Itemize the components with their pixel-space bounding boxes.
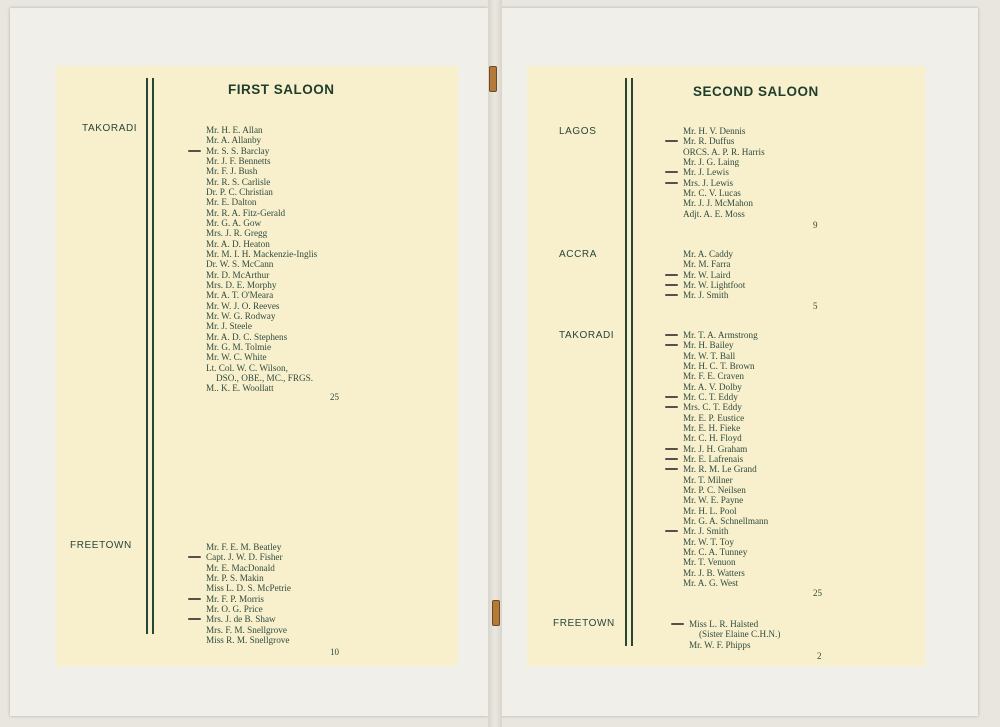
passenger-name: Mr. J. G. Laing [683, 156, 740, 167]
passenger-entry [206, 249, 317, 259]
passenger-name: Mr. G. A. Schnellmann [683, 515, 769, 526]
passenger-entry [683, 464, 768, 474]
passenger-name: Mrs. F. M. Snellgrove [206, 624, 287, 635]
passenger-entry [206, 280, 317, 290]
passenger-name: Mr. F. E. M. Beatley [206, 542, 282, 552]
passenger-name: Mr. W. C. White [206, 352, 267, 363]
left-page-panel [56, 66, 458, 666]
passenger-name: Miss L. R. Halsted [689, 619, 759, 629]
passenger-entry [683, 290, 745, 300]
passenger-name: Mr. J. F. Bennetts [206, 155, 271, 166]
passenger-list [683, 126, 765, 219]
passenger-entry [206, 197, 317, 207]
passenger-name: Mr. J. H. Graham [683, 443, 748, 454]
passenger-entry [683, 557, 768, 567]
passenger-entry [683, 392, 768, 402]
passenger-entry [206, 290, 317, 300]
staple-bottom [492, 600, 500, 626]
passenger-entry [206, 146, 317, 156]
passenger-name: Mr. M. Farra [683, 259, 731, 270]
passenger-entry [206, 156, 317, 166]
pencil-tick-mark [665, 344, 678, 346]
passenger-name: DSO., OBE., MC., FRGS. [216, 372, 314, 383]
passenger-name: M.. K. E. Woollatt [206, 383, 274, 394]
passenger-entry [206, 342, 317, 352]
passenger-name: Mr. H. C. T. Brown [683, 360, 755, 371]
passenger-name: Mr. C. H. Floyd [683, 433, 742, 444]
passenger-name: Mr. C. T. Eddy [683, 391, 738, 402]
passenger-entry [206, 583, 291, 593]
passenger-name: Mr. H. V. Dennis [683, 126, 746, 136]
page-heading: SECOND SALOON [693, 84, 819, 99]
passenger-entry [683, 526, 768, 536]
passenger-list [689, 619, 780, 650]
passenger-name: Mr. W. J. O. Reeves [206, 300, 280, 311]
passenger-entry [683, 136, 765, 146]
passenger-entry [206, 208, 317, 218]
passenger-name: Mr. P. C. Neilsen [683, 484, 746, 495]
pencil-tick-mark [188, 618, 201, 620]
passenger-name: Mr. A. T. O'Meara [206, 290, 274, 301]
passenger-entry [683, 402, 768, 412]
passenger-entry [206, 332, 317, 342]
passenger-name: Mr. J. Smith [683, 526, 729, 537]
pencil-tick-mark [665, 396, 678, 398]
passenger-name: Mr. J. Steele [206, 321, 252, 332]
passenger-name: Mr. F. J. Bush [206, 166, 258, 177]
passenger-entry [206, 383, 317, 393]
port-label: FREETOWN [553, 618, 615, 629]
passenger-entry [206, 363, 317, 373]
passenger-entry [206, 239, 317, 249]
passenger-name: Mr. P. S. Makin [206, 572, 264, 583]
passenger-entry [683, 475, 768, 485]
passenger-entry [683, 126, 765, 136]
passenger-name: Mr. D. McArthur [206, 269, 270, 280]
page-heading: FIRST SALOON [228, 82, 335, 97]
passenger-name: Mr. T. A. Armstrong [683, 330, 758, 340]
passenger-entry [206, 135, 317, 145]
passenger-name: Mr. H. E. Allan [206, 125, 263, 135]
passenger-name: Mr. A. V. Dolby [683, 381, 742, 392]
passenger-entry [206, 187, 317, 197]
passenger-entry [683, 270, 745, 280]
pencil-tick-mark [188, 598, 201, 600]
passenger-list [683, 330, 768, 588]
passenger-name: Mr. J. J. McMahon [683, 198, 753, 209]
passenger-name: Mrs. J. Lewis [683, 177, 734, 188]
passenger-entry [683, 371, 768, 381]
passenger-entry [683, 382, 768, 392]
passenger-entry [206, 166, 317, 176]
passenger-name: Mr. H. Bailey [683, 340, 734, 351]
passenger-name: Mrs. D. E. Morphy [206, 279, 277, 290]
pencil-tick-mark [665, 406, 678, 408]
port-label: LAGOS [559, 126, 597, 137]
passenger-name: Mr. J. Lewis [683, 167, 729, 178]
passenger-entry [683, 444, 768, 454]
pencil-tick-mark [665, 448, 678, 450]
passenger-entry [206, 563, 291, 573]
passenger-name: Mr. F. E. Craven [683, 371, 745, 382]
pencil-tick-mark [665, 294, 678, 296]
passenger-entry [683, 506, 768, 516]
passenger-name: Miss L. D. S. McPetrie [206, 583, 291, 594]
pencil-tick-mark [665, 274, 678, 276]
passenger-name: Miss R. M. Snellgrove [206, 634, 290, 645]
staple-top [489, 66, 497, 92]
passenger-entry [206, 614, 291, 624]
passenger-entry [683, 578, 768, 588]
passenger-entry [683, 495, 768, 505]
passenger-name: Mr. E. Lafrenais [683, 453, 744, 464]
passenger-count: 25 [813, 588, 822, 598]
passenger-entry [683, 178, 765, 188]
passenger-count: 10 [330, 647, 339, 657]
pencil-tick-mark [665, 284, 678, 286]
passenger-name: Mr. H. L. Pool [683, 505, 737, 516]
pencil-tick-mark [665, 182, 678, 184]
passenger-count: 2 [817, 651, 822, 661]
passenger-name: Mr. M. I. H. Mackenzie-Inglis [206, 248, 318, 259]
pencil-tick-mark [665, 171, 678, 173]
pencil-tick-mark [665, 334, 678, 336]
passenger-entry [683, 516, 768, 526]
passenger-name: Lt. Col. W. C. Wilson, [206, 362, 288, 373]
passenger-name: Adjt. A. E. Moss [683, 208, 745, 219]
passenger-entry [689, 629, 780, 639]
pencil-tick-mark [665, 458, 678, 460]
passenger-count: 25 [330, 392, 339, 402]
passenger-entry [206, 552, 291, 562]
passenger-entry [206, 625, 291, 635]
passenger-name: Mrs. C. T. Eddy [683, 402, 742, 413]
passenger-name: Mr. J. B. Watters [683, 567, 745, 578]
passenger-entry [206, 177, 317, 187]
passenger-name: ORCS. A. P. R. Harris [683, 146, 765, 157]
passenger-entry [683, 259, 745, 269]
pencil-tick-mark [671, 623, 684, 625]
passenger-entry [206, 259, 317, 269]
passenger-name: Mr. W. E. Payne [683, 495, 744, 506]
pencil-tick-mark [665, 468, 678, 470]
passenger-entry [683, 351, 768, 361]
double-rule-b [631, 78, 633, 646]
passenger-entry [683, 249, 745, 259]
passenger-entry [683, 547, 768, 557]
passenger-name: Dr. W. S. McCann [206, 259, 274, 270]
passenger-entry [206, 125, 317, 135]
port-label: TAKORADI [559, 330, 615, 341]
passenger-entry [683, 423, 768, 433]
passenger-entry [683, 198, 765, 208]
passenger-name: Mr. A. D. C. Stephens [206, 331, 288, 342]
passenger-name: Mr. W. G. Rodway [206, 310, 276, 321]
passenger-list [206, 125, 317, 394]
passenger-name: Mr. W. T. Ball [683, 350, 736, 361]
passenger-entry [683, 537, 768, 547]
passenger-entry [683, 147, 765, 157]
passenger-name: Mr. C. V. Lucas [683, 187, 741, 198]
passenger-list [206, 542, 291, 645]
passenger-name: Mr. G. M. Tolmie [206, 341, 272, 352]
passenger-name: Mr. S. S. Barclay [206, 145, 270, 156]
passenger-name: Mr. T. Milner [683, 474, 733, 485]
passenger-name: Mr. A. G. West [683, 577, 739, 588]
passenger-entry [689, 619, 780, 629]
passenger-name: Mr. W. Laird [683, 269, 731, 280]
passenger-name: (Sister Elaine C.H.N.) [699, 629, 781, 640]
passenger-entry [683, 433, 768, 443]
passenger-name: Mr. J. Smith [683, 290, 729, 301]
port-label: TAKORADI [82, 123, 138, 134]
passenger-name: Mr. R. Duffus [683, 136, 735, 147]
double-rule-b [152, 78, 154, 634]
passenger-name: Mr. W. T. Toy [683, 536, 734, 547]
passenger-entry [683, 413, 768, 423]
passenger-name: Mr. E. P. Eustice [683, 412, 745, 423]
passenger-entry [683, 340, 768, 350]
passenger-name: Capt. J. W. D. Fisher [206, 552, 283, 563]
passenger-name: Mr. G. A. Gow [206, 217, 262, 228]
passenger-entry [206, 604, 291, 614]
passenger-name: Mrs. J. de B. Shaw [206, 614, 276, 625]
passenger-entry [206, 321, 317, 331]
double-rule-a [625, 78, 627, 646]
passenger-entry [689, 640, 780, 650]
passenger-entry [683, 167, 765, 177]
passenger-entry [683, 188, 765, 198]
passenger-list [683, 249, 745, 301]
passenger-name: Mrs. J. R. Gregg [206, 228, 268, 239]
pencil-tick-mark [665, 140, 678, 142]
passenger-name: Mr. W. F. Phipps [689, 639, 751, 650]
port-label: ACCRA [559, 249, 598, 260]
passenger-name: Mr. A. Allanby [206, 135, 262, 146]
passenger-name: Mr. R. A. Fitz-Gerald [206, 207, 286, 218]
passenger-entry [683, 330, 768, 340]
passenger-entry [683, 454, 768, 464]
passenger-name: Mr. F. P. Morris [206, 593, 264, 604]
passenger-entry [206, 218, 317, 228]
passenger-name: Mr. W. Lightfoot [683, 279, 746, 290]
passenger-count: 9 [813, 220, 818, 230]
passenger-entry [683, 485, 768, 495]
passenger-name: Mr. E. MacDonald [206, 562, 275, 573]
passenger-entry [683, 568, 768, 578]
passenger-entry [206, 228, 317, 238]
pencil-tick-mark [188, 556, 201, 558]
passenger-name: Mr. E. Dalton [206, 197, 257, 208]
passenger-name: Mr. R. S. Carlisle [206, 176, 271, 187]
passenger-name: Mr. A. Caddy [683, 249, 734, 259]
passenger-entry [206, 542, 291, 552]
passenger-name: Dr. P. C. Christian [206, 186, 273, 197]
double-rule-a [146, 78, 148, 634]
passenger-entry [206, 270, 317, 280]
passenger-entry [206, 301, 317, 311]
passenger-count: 5 [813, 301, 818, 311]
port-label: FREETOWN [70, 540, 132, 551]
passenger-name: Mr. T. Venuon [683, 557, 736, 568]
pencil-tick-mark [188, 150, 201, 152]
passenger-name: Mr. A. D. Heaton [206, 238, 270, 249]
passenger-entry [683, 361, 768, 371]
passenger-entry [206, 311, 317, 321]
right-page-panel [527, 66, 925, 666]
passenger-entry [683, 280, 745, 290]
passenger-name: Mr. E. H. Fieke [683, 422, 741, 433]
passenger-name: Mr. O. G. Price [206, 603, 263, 614]
passenger-entry [206, 573, 291, 583]
passenger-name: Mr. C. A. Tunney [683, 546, 748, 557]
passenger-entry [206, 635, 291, 645]
passenger-entry [683, 157, 765, 167]
passenger-entry [683, 209, 765, 219]
passenger-name: Mr. R. M. Le Grand [683, 464, 757, 475]
passenger-entry [206, 352, 317, 362]
passenger-entry [206, 373, 317, 383]
pencil-tick-mark [665, 530, 678, 532]
passenger-entry [206, 594, 291, 604]
